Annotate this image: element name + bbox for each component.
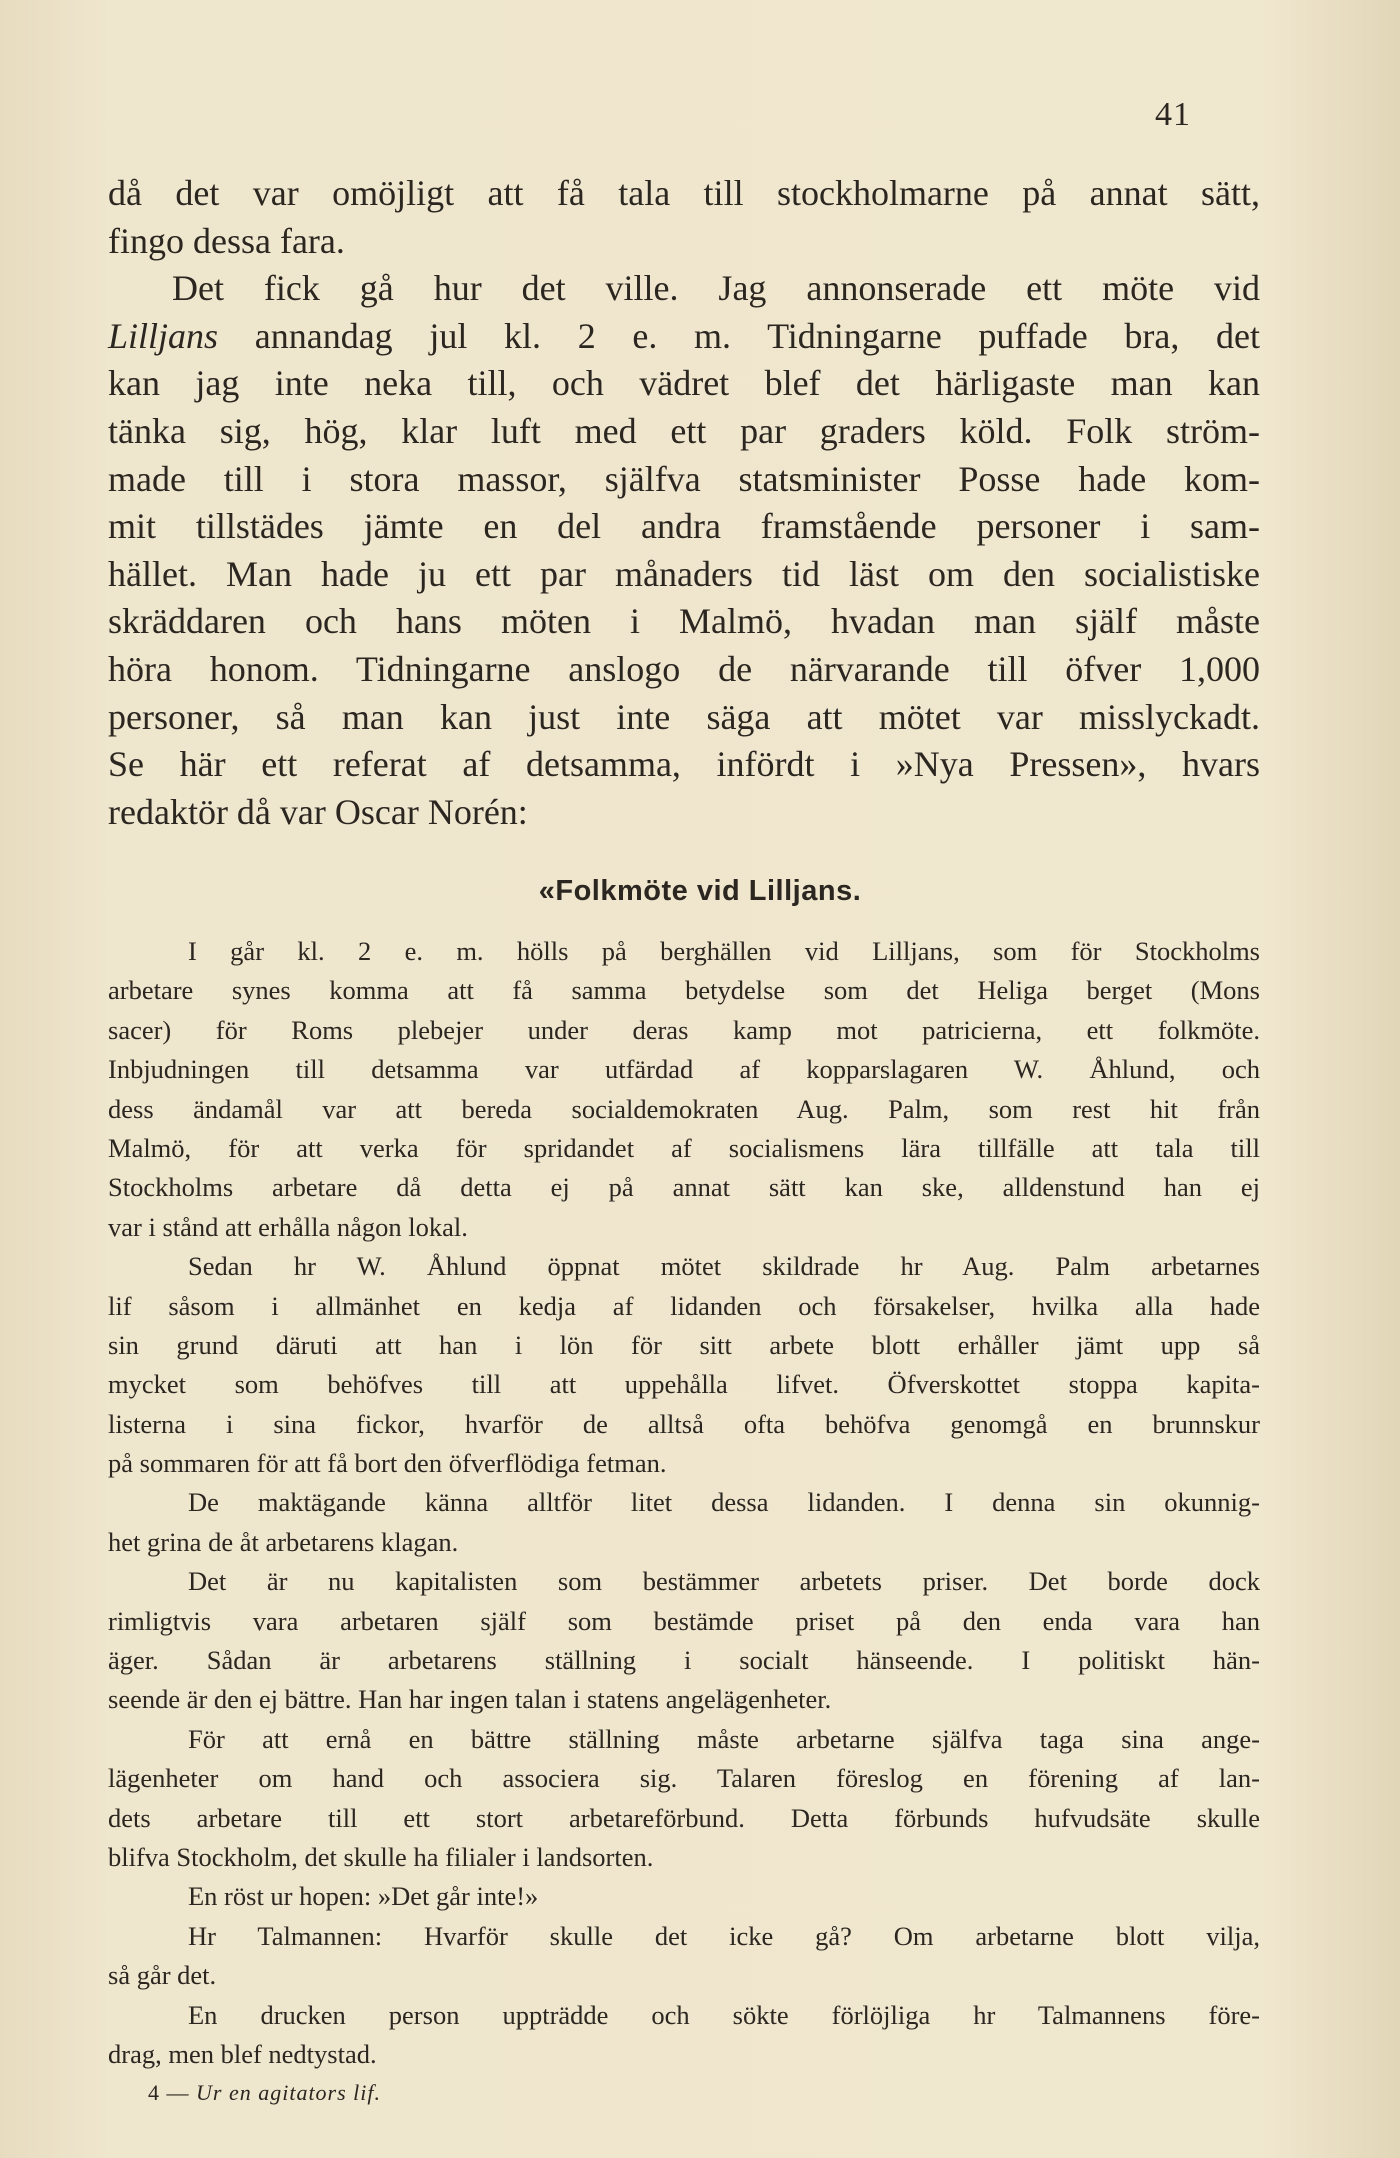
quote-line: Malmö, för att verka för spridandet af socialismens lära tillfälle att tala till bbox=[108, 1132, 1260, 1163]
quoted-article bbox=[108, 932, 1260, 2074]
body-line: kan jag inte neka till, och vädret blef det härligaste man kan bbox=[108, 363, 1260, 404]
quote-line: dets arbetare till ett stort arbetareförbund. Detta förbunds hufvudsäte skulle bbox=[108, 1802, 1260, 1833]
body-line: Det fick gå hur det ville. Jag annonserade ett möte vid bbox=[172, 268, 1260, 309]
quote-line: rimligtvis vara arbetaren själf som bestämde priset på den enda vara han bbox=[108, 1605, 1260, 1636]
body-line: mit tillstädes jämte en del andra framstående personer i sam- bbox=[108, 506, 1260, 547]
body-line: hället. Man hade ju ett par månaders tid läst om den socialistiske bbox=[108, 553, 1260, 594]
body-line: personer, så man kan just inte säga att mötet var misslyckadt. bbox=[108, 696, 1260, 737]
body-line: redaktör då var Oscar Norén: bbox=[108, 791, 528, 832]
quote-line: äger. Sådan är arbetarens ställning i socialt hänseende. I politiskt hän- bbox=[108, 1645, 1260, 1676]
quote-line: var i stånd att erhålla någon lokal. bbox=[108, 1211, 468, 1242]
quote-line: mycket som behöfves till att uppehålla lifvet. Öfverskottet stoppa kapita- bbox=[108, 1369, 1260, 1400]
quote-line: på sommaren för att få bort den öfverflödiga fetman. bbox=[108, 1448, 667, 1479]
signature-mark: 4 — bbox=[148, 2080, 190, 2105]
quote-line: sacer) för Roms plebejer under deras kamp mot patricierna, ett folkmöte. bbox=[108, 1014, 1260, 1045]
quote-heading: «Folkmöte vid Lilljans. bbox=[538, 875, 862, 907]
body-line: Se här ett referat af detsamma, infördt i »Nya Pressen», hvars bbox=[108, 744, 1260, 785]
body-line: skräddaren och hans möten i Malmö, hvadan man själf måste bbox=[108, 601, 1260, 642]
quote-line: dess ändamål var att bereda socialdemokraten Aug. Palm, som rest hit från bbox=[108, 1093, 1260, 1124]
body-line: made till i stora massor, själfva statsminister Posse hade kom- bbox=[108, 458, 1260, 499]
quote-line: För att ernå en bättre ställning måste arbetarne själfva taga sina ange- bbox=[188, 1723, 1260, 1754]
quote-line: het grina de åt arbetarens klagan. bbox=[108, 1526, 459, 1557]
quote-line: Sedan hr W. Åhlund öppnat mötet skildrade hr Aug. Palm arbetarnes bbox=[188, 1251, 1260, 1282]
quote-line: I går kl. 2 e. m. hölls på berghällen vid Lilljans, som för Stockholms bbox=[188, 936, 1260, 966]
quote-line: Hr Talmannen: Hvarför skulle det icke gå? Om arbetarne blott vilja, bbox=[188, 1920, 1260, 1951]
body-line: höra honom. Tidningarne anslogo de närvarande till öfver 1,000 bbox=[108, 648, 1260, 689]
quote-line: seende är den ej bättre. Han har ingen talan i statens angelägenheter. bbox=[108, 1684, 832, 1715]
quote-line: så går det. bbox=[108, 1960, 217, 1991]
quote-line: Inbjudningen till detsamma var utfärdad af kopparslagaren W. Åhlund, och bbox=[108, 1054, 1260, 1085]
book-title: Ur en agitators lif. bbox=[196, 2080, 382, 2105]
quote-line: Det är nu kapitalisten som bestämmer arbetets priser. Det borde dock bbox=[188, 1566, 1260, 1597]
quote-line: De maktägande känna alltför litet dessa lidanden. I denna sin okunnig- bbox=[188, 1487, 1260, 1518]
quote-line: blifva Stockholm, det skulle ha filialer i landsorten. bbox=[108, 1841, 654, 1872]
footer-signature bbox=[148, 2080, 381, 2106]
quote-line: sin grund däruti att han i lön för sitt arbete blott erhåller jämt upp så bbox=[108, 1329, 1260, 1360]
quote-line: lif såsom i allmänhet en kedja af lidanden och försakelser, hvilka alla hade bbox=[108, 1290, 1260, 1321]
body-line-rest: annandag jul kl. 2 e. m. Tidningarne puffade bra, det bbox=[254, 315, 1260, 356]
quote-line: drag, men blef nedtystad. bbox=[108, 2038, 377, 2069]
body-line-with-italic bbox=[108, 313, 1260, 361]
quote-line: Stockholms arbetare då detta ej på annat sätt kan ske, alldenstund han ej bbox=[108, 1172, 1260, 1203]
quote-line: listerna i sina fickor, hvarför de alltså ofta behöfva genomgå en brunnskur bbox=[108, 1408, 1260, 1439]
quote-line: En drucken person uppträdde och sökte förlöjliga hr Talmannens före- bbox=[188, 1999, 1260, 2030]
italic-place-name: Lilljans bbox=[108, 315, 219, 356]
body-text bbox=[108, 170, 1260, 836]
quote-line: arbetare synes komma att få samma betydelse som det Heliga berget (Mons bbox=[108, 975, 1260, 1006]
body-line: fingo dessa fara. bbox=[108, 220, 345, 261]
page-number: 41 bbox=[1155, 96, 1191, 133]
body-line: tänka sig, hög, klar luft med ett par graders köld. Folk ström- bbox=[108, 410, 1260, 451]
quote-line: En röst ur hopen: »Det går inte!» bbox=[188, 1881, 539, 1912]
body-line: då det var omöjligt att få tala till stockholmarne på annat sätt, bbox=[108, 173, 1260, 213]
quote-line: lägenheter om hand och associera sig. Talaren föreslog en förening af lan- bbox=[108, 1763, 1260, 1794]
